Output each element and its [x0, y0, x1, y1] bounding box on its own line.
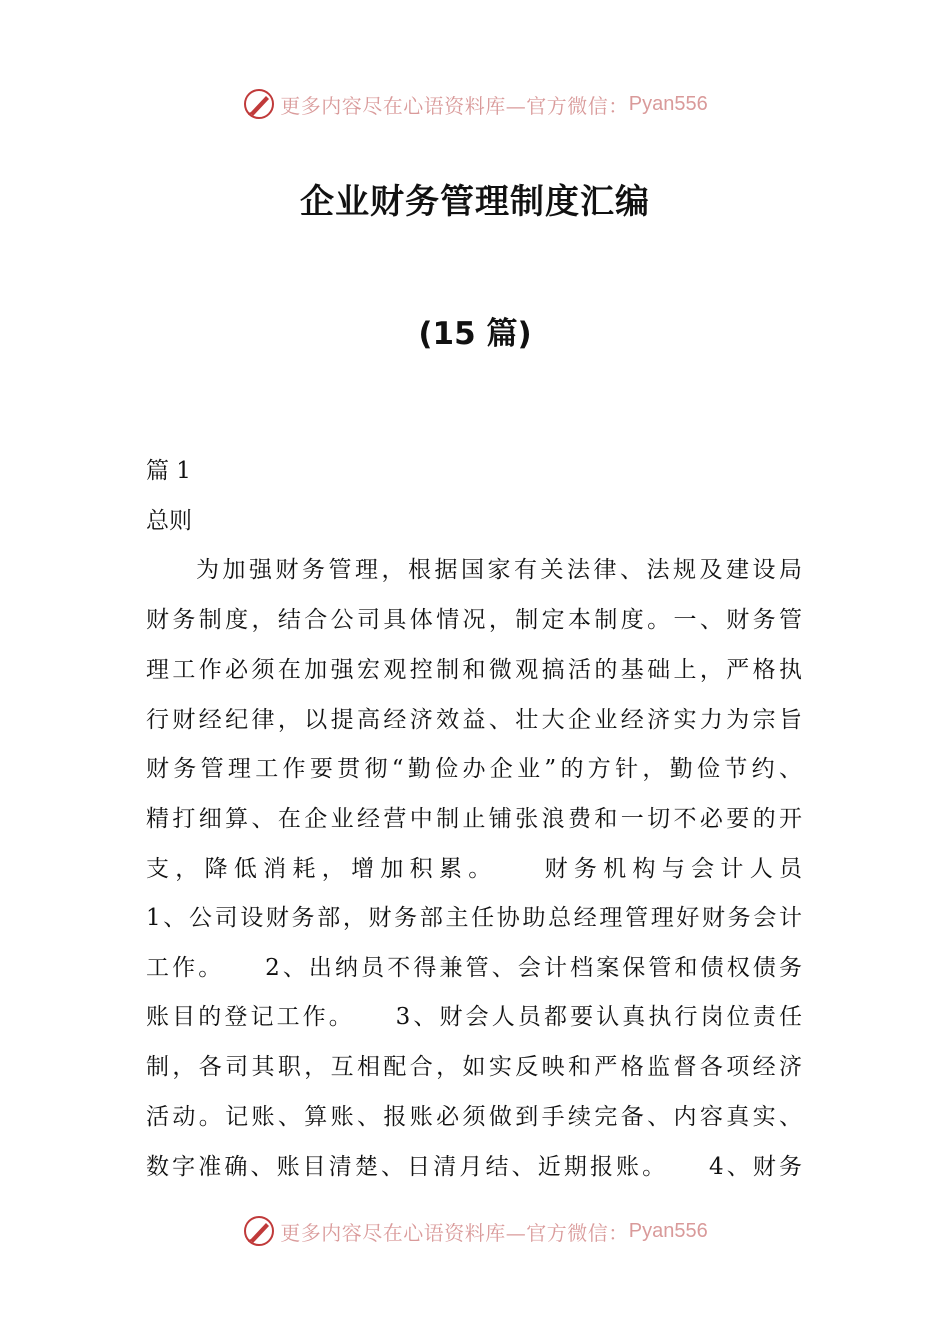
section-label: 篇 1: [146, 458, 191, 484]
section-heading: 总则: [146, 508, 192, 534]
watermark-banner-bottom: [0, 1211, 950, 1251]
body-line: 支，降低消耗，增加积累。 财务机构与会计人员: [146, 856, 804, 882]
watermark-text: 更多内容尽在心语资料库—官方微信：: [280, 1220, 629, 1245]
body-line: 财务管理工作要贯彻“勤俭办企业”的方针，勤俭节约、: [146, 756, 804, 782]
body-line: 为加强财务管理，根据国家有关法律、法规及建设局: [196, 557, 804, 583]
body-line: 账目的登记工作。 3、财会人员都要认真执行岗位责任: [146, 1004, 804, 1030]
watermark-banner-top: [0, 84, 950, 124]
body-line: 1、公司设财务部，财务部主任协助总经理管理好财务会计: [146, 905, 804, 931]
body-line: 财务制度，结合公司具体情况，制定本制度。一、财务管: [146, 607, 804, 633]
document-subtitle: (15 篇): [418, 316, 532, 352]
wechat-id: Pyan556: [628, 1219, 708, 1242]
body-line: 精打细算、在企业经营中制止铺张浪费和一切不必要的开: [146, 806, 804, 832]
body-line: 理工作必须在加强宏观控制和微观搞活的基础上，严格执: [146, 657, 804, 683]
pen-logo-icon: [242, 1214, 276, 1248]
pen-logo-icon: [242, 87, 276, 121]
wechat-id: Pyan556: [628, 92, 708, 115]
body-line: 数字准确、账目清楚、日清月结、近期报账。 4、财务: [146, 1154, 804, 1180]
body-line: 行财经纪律，以提高经济效益、壮大企业经济实力为宗旨: [146, 707, 804, 733]
body-line: 制，各司其职，互相配合，如实反映和严格监督各项经济: [146, 1054, 804, 1080]
body-line: 活动。记账、算账、报账必须做到手续完备、内容真实、: [146, 1104, 804, 1130]
watermark-text: 更多内容尽在心语资料库—官方微信：: [280, 93, 629, 118]
document-title: 企业财务管理制度汇编: [300, 182, 650, 222]
body-line: 工作。 2、出纳员不得兼管、会计档案保管和债权债务: [146, 955, 804, 981]
